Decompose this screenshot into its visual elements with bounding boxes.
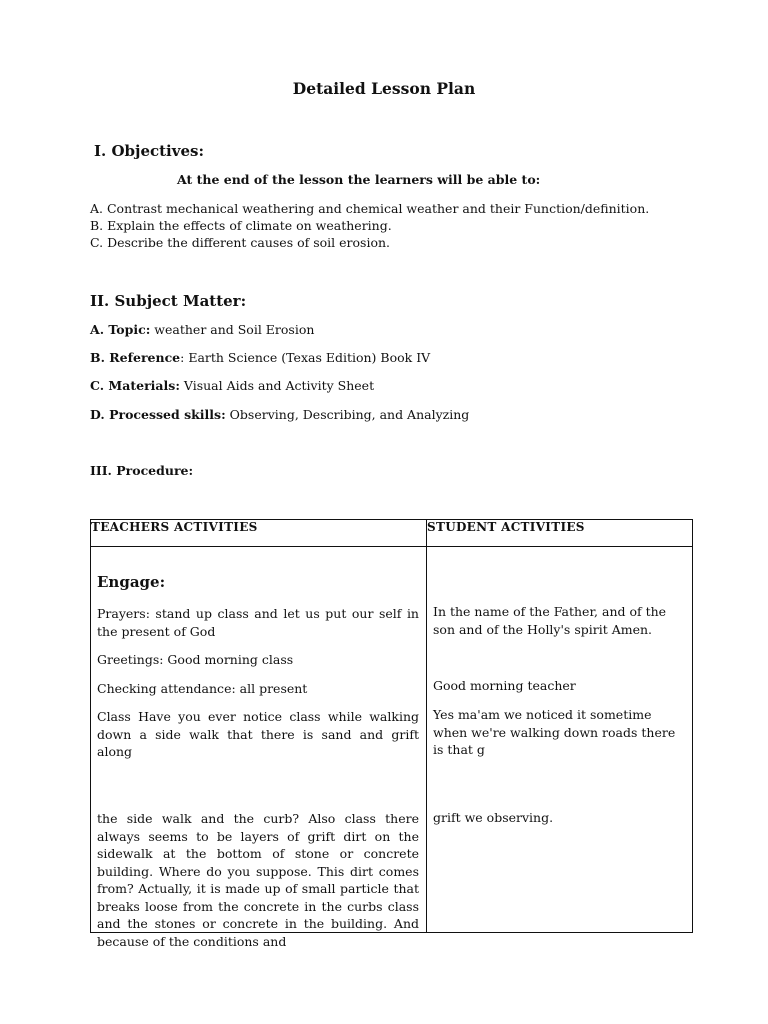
student-greeting-response: Good morning teacher (433, 678, 576, 693)
subject-materials-label: C. Materials: (90, 378, 180, 393)
document-title: Detailed Lesson Plan (292, 79, 476, 98)
student-activities-cell (427, 547, 693, 933)
student-notice-response: Yes ma'am we noticed it sometime when we're walking down roads there is that g (433, 707, 676, 757)
subject-topic-value: weather and Soil Erosion (150, 322, 315, 337)
student-prayer-response: In the name of the Father, and of the son and of the Holly's spirit Amen. (433, 604, 667, 637)
teacher-attendance: Checking attendance: all present (97, 681, 308, 696)
objective-item-a: A. Contrast mechanical weathering and chemical weather and their Function/definition. (90, 201, 650, 216)
header-teacher-activities: TEACHERS ACTIVITIES (91, 520, 427, 547)
subject-skills-value: Observing, Describing, and Analyzing (225, 407, 470, 422)
teacher-explanation: the side walk and the curb? Also class there always seems to be layers of grift dirt on the sidewalk at the bottom of stone or concrete building. Where do you suppose. This dirt comes from? Actually, it is made up of small particle that breaks loose from the concrete in the curbs class and the stones or concrete in the building. And because of the conditions and (97, 811, 419, 949)
subject-materials (90, 378, 374, 393)
engage-label: Engage: (97, 573, 166, 591)
teacher-prayers: Prayers: stand up class and let us put our self in the present of God (97, 606, 419, 639)
student-observing-response: grift we observing. (433, 810, 554, 825)
subject-topic (90, 322, 314, 337)
objectives-intro: At the end of the lesson the learners will be able to: (177, 172, 541, 187)
subject-skills-label: D. Processed skills: (90, 407, 226, 422)
objective-item-c: C. Describe the different causes of soil erosion. (90, 235, 390, 250)
teacher-question: Class Have you ever notice class while walking down a side walk that there is sand and grift along (97, 709, 419, 759)
subject-reference (90, 350, 430, 365)
teacher-greetings: Greetings: Good morning class (97, 652, 294, 667)
subject-skills (90, 407, 469, 422)
subject-topic-label: A. Topic: (90, 322, 151, 337)
table-header-row (91, 520, 693, 547)
subject-materials-value: Visual Aids and Activity Sheet (179, 378, 375, 393)
header-student-activities: STUDENT ACTIVITIES (427, 520, 693, 547)
procedure-heading: III. Procedure: (90, 463, 194, 478)
subject-matter-heading: II. Subject Matter: (90, 292, 247, 310)
subject-reference-label: B. Reference (90, 350, 181, 365)
objectives-heading: I. Objectives: (94, 142, 204, 160)
subject-reference-value: : Earth Science (Texas Edition) Book IV (180, 350, 431, 365)
teacher-activities-cell (91, 547, 427, 949)
procedure-table (90, 519, 693, 949)
table-row (91, 547, 693, 933)
objective-item-b: B. Explain the effects of climate on weathering. (90, 218, 392, 233)
